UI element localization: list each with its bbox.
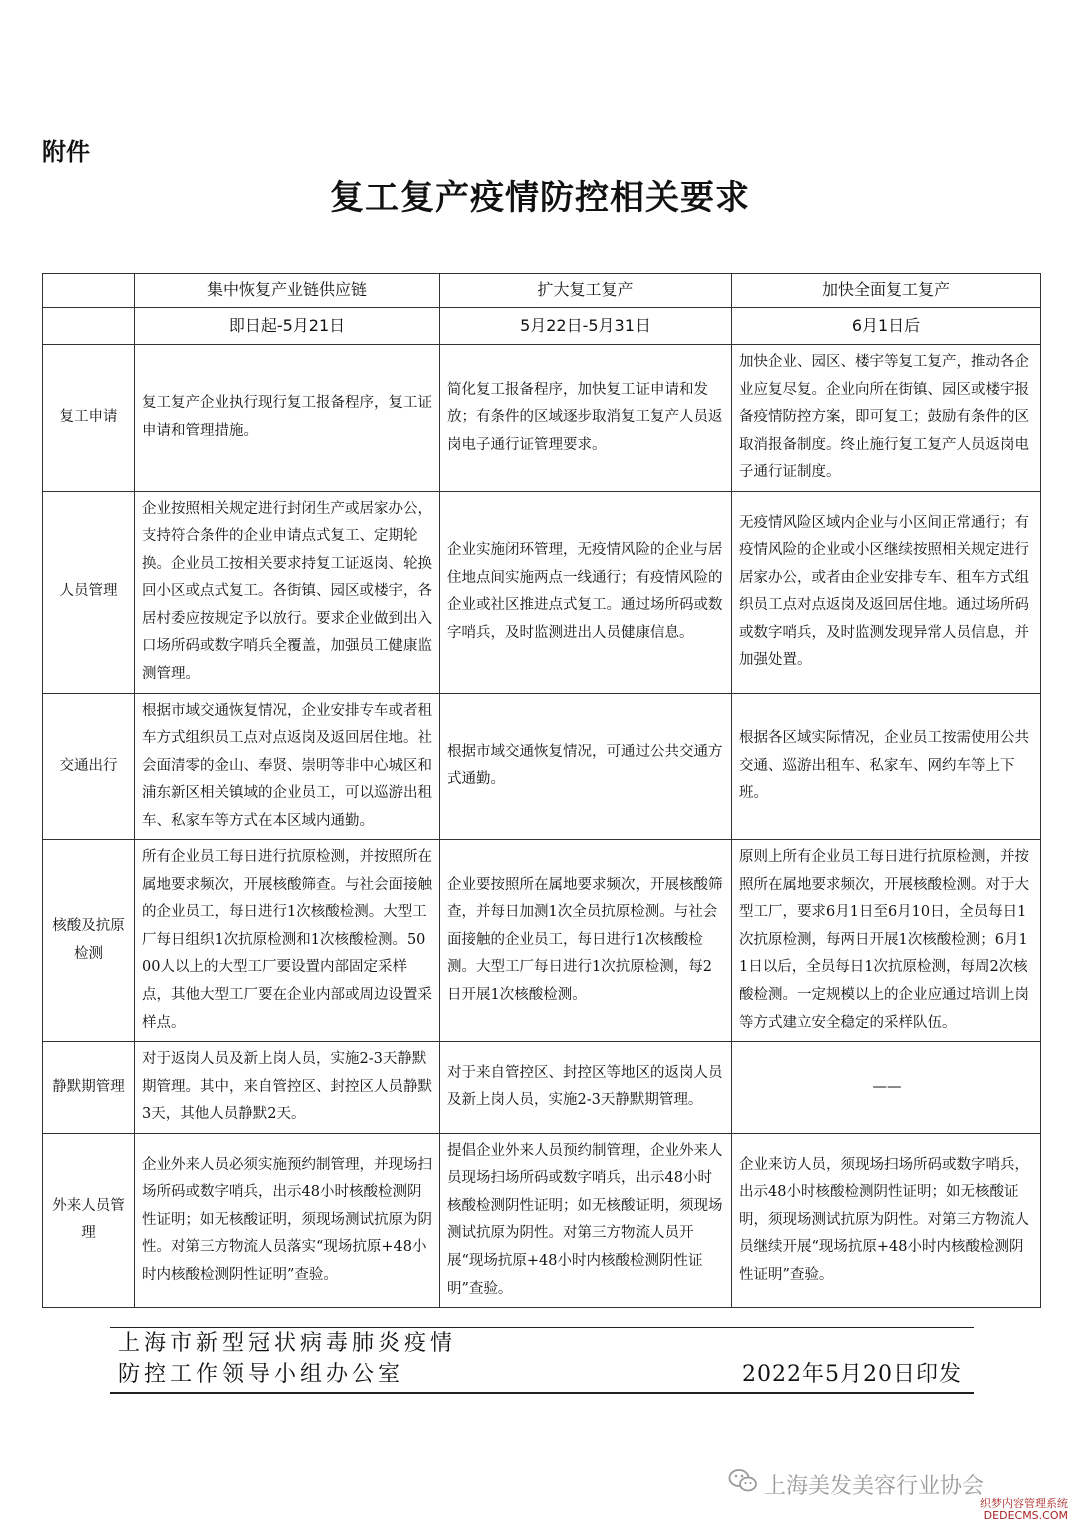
- table-cell: 根据市域交通恢复情况，可通过公共交通方式通勤。: [440, 693, 732, 840]
- table-row: [43, 491, 1041, 693]
- watermark-text: 上海美发美容行业协会: [764, 1473, 985, 1499]
- attachment-label: 附件: [42, 138, 90, 166]
- site-watermark-url: DEDECMS.COM: [983, 1509, 1068, 1522]
- period-corner: [43, 308, 135, 345]
- table-cell: 企业按照相关规定进行封闭生产或居家办公，支持符合条件的企业申请点式复工、定期轮换。企业员工按相关要求持复工证返岗、轮换回小区或点式复工。各街镇、园区或楼宇，各居村委应按规定予以放行。要求企业做到出入口场所码或数字哨兵全覆盖，加强员工健康监测管理。: [135, 491, 440, 693]
- row-label: 复工申请: [43, 345, 135, 492]
- table-cell: 对于来自管控区、封控区等地区的返岗人员及新上岗人员，实施2-3天静默期管理。: [440, 1042, 732, 1134]
- header-phase-2: 扩大复工复产: [440, 274, 732, 308]
- period-phase-1: 即日起-5月21日: [135, 308, 440, 345]
- table-cell: 根据各区域实际情况，企业员工按需使用公共交通、巡游出租车、私家车、网约车等上下班。: [732, 693, 1041, 840]
- table-cell: 企业实施闭环管理，无疫情风险的企业与居住地点间实施两点一线通行；有疫情风险的企业或社区推进点式复工。通过场所码或数字哨兵，及时监测进出人员健康信息。: [440, 491, 732, 693]
- row-label: 核酸及抗原检测: [43, 840, 135, 1042]
- issue-date: 2022年5月20日印发: [742, 1362, 962, 1387]
- account-watermark: [728, 1466, 984, 1502]
- issuer-line: 上海市新型冠状病毒肺炎疫情: [118, 1331, 457, 1356]
- site-watermark-name: 织梦内容管理系统: [980, 1497, 1068, 1510]
- issuer-block: [118, 1328, 456, 1390]
- table-cell: 企业要按照所在属地要求频次，开展核酸筛查，并每日加测1次全员抗原检测。与社会面接触的企业员工，每日进行1次核酸检测。大型工厂每日进行1次抗原检测，每2日开展1次核酸检测。: [440, 840, 732, 1042]
- table-cell: 简化复工报备程序，加快复工证申请和发放；有条件的区域逐步取消复工复产人员返岗电子通行证管理要求。: [440, 345, 732, 492]
- header-corner: [43, 274, 135, 308]
- period-phase-2: 5月22日-5月31日: [440, 308, 732, 345]
- requirements-table: [42, 273, 1041, 1308]
- row-label: 静默期管理: [43, 1042, 135, 1134]
- table-cell: 所有企业员工每日进行抗原检测，并按照所在属地要求频次，开展核酸筛查。与社会面接触的企业员工，每日进行1次核酸检测。大型工厂每日组织1次抗原检测和1次核酸检测。5000人以上的大型工厂要设置内部固定采样点，其他大型工厂要在企业内部或周边设置采样点。: [135, 840, 440, 1042]
- wechat-icon: [728, 1468, 764, 1500]
- issuance-footer: [110, 1327, 974, 1394]
- table-row: [43, 1042, 1041, 1134]
- header-row: [43, 274, 1041, 308]
- period-phase-3: 6月1日后: [732, 308, 1041, 345]
- table-cell: 对于返岗人员及新上岗人员，实施2-3天静默期管理。其中，来自管控区、封控区人员静默3天，其他人员静默2天。: [135, 1042, 440, 1134]
- header-phase-3: 加快全面复工复产: [732, 274, 1041, 308]
- row-label: 交通出行: [43, 693, 135, 840]
- site-watermark: [980, 1498, 1068, 1522]
- issuer-line: 防控工作领导小组办公室: [118, 1362, 405, 1387]
- table-row: [43, 693, 1041, 840]
- table-cell: 原则上所有企业员工每日进行抗原检测，并按照所在属地要求频次，开展核酸检测。对于大型工厂，要求6月1日至6月10日，全员每日1次抗原检测，每两日开展1次核酸检测；6月11日以后，全员每日1次抗原检测，每周2次核酸检测。一定规模以上的企业应通过培训上岗等方式建立安全稳定的采样队伍。: [732, 840, 1041, 1042]
- table-cell: 复工复产企业执行现行复工报备程序，复工证申请和管理措施。: [135, 345, 440, 492]
- table-cell: 提倡企业外来人员预约制管理，企业外来人员现场扫场所码或数字哨兵，出示48小时核酸检测阴性证明；如无核酸证明，须现场测试抗原为阴性。对第三方物流人员开展“现场抗原+48小时内核酸检测阴性证明”查验。: [440, 1133, 732, 1307]
- table-row: [43, 1133, 1041, 1307]
- row-label: 外来人员管理: [43, 1133, 135, 1307]
- table-row: [43, 345, 1041, 492]
- table-cell: 根据市域交通恢复情况，企业安排专车或者租车方式组织员工点对点返岗及返回居住地。社会面清零的金山、奉贤、崇明等非中心城区和浦东新区相关镇域的企业员工，可以巡游出租车、私家车等方式在本区域内通勤。: [135, 693, 440, 840]
- table-cell: 加快企业、园区、楼宇等复工复产，推动各企业应复尽复。企业向所在街镇、园区或楼宇报备疫情防控方案，即可复工；鼓励有条件的区取消报备制度。终止施行复工复产人员返岗电子通行证制度。: [732, 345, 1041, 492]
- table-cell: ——: [732, 1042, 1041, 1134]
- row-label: 人员管理: [43, 491, 135, 693]
- table-cell: 企业来访人员，须现场扫场所码或数字哨兵，出示48小时核酸检测阴性证明；如无核酸证明，须现场测试抗原为阴性。对第三方物流人员继续开展“现场抗原+48小时内核酸检测阴性证明”查验。: [732, 1133, 1041, 1307]
- period-row: [43, 308, 1041, 345]
- page-title: 复工复产疫情防控相关要求: [330, 178, 750, 218]
- header-phase-1: 集中恢复产业链供应链: [135, 274, 440, 308]
- table-cell: 无疫情风险区域内企业与小区间正常通行；有疫情风险的企业或小区继续按照相关规定进行居家办公，或者由企业安排专车、租车方式组织员工点对点返岗及返回居住地。通过场所码或数字哨兵，及时监测发现异常人员信息，并加强处置。: [732, 491, 1041, 693]
- table-row: [43, 840, 1041, 1042]
- table-cell: 企业外来人员必须实施预约制管理，并现场扫场所码或数字哨兵，出示48小时核酸检测阴性证明；如无核酸证明，须现场测试抗原为阴性。对第三方物流人员落实“现场抗原+48小时内核酸检测阴性证明”查验。: [135, 1133, 440, 1307]
